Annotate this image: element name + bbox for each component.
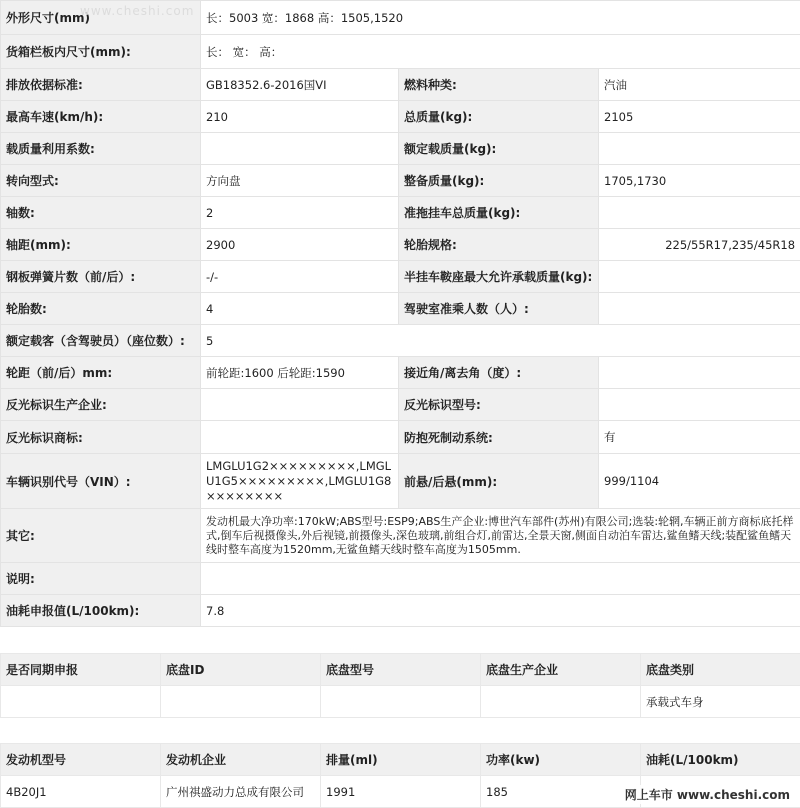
- engine-header-row: [1, 744, 800, 776]
- chassis-table: [0, 653, 800, 718]
- spec-value: [201, 563, 800, 595]
- spec-label: 额定载质量(kg):: [399, 133, 599, 165]
- chassis-header-row: [1, 654, 800, 686]
- spec-label: 总质量(kg):: [399, 101, 599, 133]
- spec-value: [599, 389, 800, 421]
- spec-row: [1, 101, 800, 133]
- spec-label: 驾驶室准乘人数（人）:: [399, 293, 599, 325]
- spec-value: [599, 133, 800, 165]
- spec-row: [1, 165, 800, 197]
- chassis-header: 是否同期申报: [1, 654, 161, 686]
- spec-value: 999/1104: [599, 454, 800, 509]
- chassis-header: 底盘类别: [641, 654, 800, 686]
- spec-value: [201, 389, 399, 421]
- spec-label: 防抱死制动系统:: [399, 421, 599, 454]
- engine-header: 排量(ml): [321, 744, 481, 776]
- spec-label: 载质量利用系数:: [1, 133, 201, 165]
- spec-row: [1, 421, 800, 454]
- engine-value: 广州祺盛动力总成有限公司: [161, 776, 321, 808]
- spec-label: 轴数:: [1, 197, 201, 229]
- spec-row: [1, 454, 800, 509]
- spec-label: 额定载客（含驾驶员）（座位数）:: [1, 325, 201, 357]
- chassis-header: 底盘型号: [321, 654, 481, 686]
- spec-label: 准拖挂车总质量(kg):: [399, 197, 599, 229]
- spec-row: [1, 133, 800, 165]
- engine-header: 发动机型号: [1, 744, 161, 776]
- chassis-value: [1, 686, 161, 718]
- spec-row: [1, 563, 800, 595]
- spec-row: [1, 293, 800, 325]
- spec-row: [1, 325, 800, 357]
- spec-label: 轮距（前/后）mm:: [1, 357, 201, 389]
- spec-label: 反光标识型号:: [399, 389, 599, 421]
- engine-value: 185: [481, 776, 641, 808]
- chassis-header: 底盘ID: [161, 654, 321, 686]
- spec-value: -/-: [201, 261, 399, 293]
- engine-header: 油耗(L/100km): [641, 744, 800, 776]
- spec-value: 长： 宽： 高：: [201, 35, 800, 69]
- spec-label: 反光标识生产企业:: [1, 389, 201, 421]
- spec-value: [201, 133, 399, 165]
- spec-value: [599, 261, 800, 293]
- spec-value: 前轮距:1600 后轮距:1590: [201, 357, 399, 389]
- spec-label: 轮胎数:: [1, 293, 201, 325]
- engine-value: 4B20J1: [1, 776, 161, 808]
- spec-row: [1, 357, 800, 389]
- spec-label: 车辆识别代号（VIN）:: [1, 454, 201, 509]
- spec-label: 前悬/后悬(mm):: [399, 454, 599, 509]
- spec-value: [201, 421, 399, 454]
- chassis-header: 底盘生产企业: [481, 654, 641, 686]
- engine-header: 功率(kw): [481, 744, 641, 776]
- chassis-value: [161, 686, 321, 718]
- spec-value: [599, 293, 800, 325]
- spec-row: [1, 389, 800, 421]
- spec-value: 1705,1730: [599, 165, 800, 197]
- spec-value: 4: [201, 293, 399, 325]
- spec-value: 210: [201, 101, 399, 133]
- spec-label: 轮胎规格:: [399, 229, 599, 261]
- spec-value: 5: [201, 325, 800, 357]
- spec-value: 2: [201, 197, 399, 229]
- spec-label: 其它:: [1, 509, 201, 563]
- spec-row: [1, 69, 800, 101]
- spec-row: [1, 35, 800, 69]
- spec-row: [1, 261, 800, 293]
- spec-value: [599, 197, 800, 229]
- spec-label: 燃料种类:: [399, 69, 599, 101]
- spec-label: 半挂车鞍座最大允许承载质量(kg):: [399, 261, 599, 293]
- spec-label: 说明:: [1, 563, 201, 595]
- spec-label: 整备质量(kg):: [399, 165, 599, 197]
- chassis-value-row: [1, 686, 800, 718]
- spec-value: 汽油: [599, 69, 800, 101]
- vin-value: LMGLU1G2×××××××××,LMGLU1G5×××××××××,LMGLU1G8××××××××: [201, 454, 399, 509]
- spec-label: 外形尺寸(mm): [1, 1, 201, 35]
- other-value: 发动机最大净功率:170kW;ABS型号:ESP9;ABS生产企业:博世汽车部件(苏州)有限公司;选装:轮辋,车辆正前方商标底托样式,倒车后视摄像头,外后视镜,前摄像头,深色玻璃,前组合灯,前雷达,全景天窗,侧面自动泊车雷达,鲨鱼鳍天线;装配鲨鱼鳍天线时整车高度为1520mm,无鲨鱼鳍天线时整车高度为1505mm.: [201, 509, 800, 563]
- spec-label: 最高车速(km/h):: [1, 101, 201, 133]
- spec-label: 排放依据标准:: [1, 69, 201, 101]
- spec-value: 2900: [201, 229, 399, 261]
- spec-value: 长：5003 宽：1868 高：1505,1520: [201, 1, 800, 35]
- spec-value: [599, 357, 800, 389]
- spec-label: 反光标识商标:: [1, 421, 201, 454]
- spec-row: [1, 229, 800, 261]
- spec-row: [1, 197, 800, 229]
- chassis-value: [481, 686, 641, 718]
- spec-value: GB18352.6-2016国VI: [201, 69, 399, 101]
- spec-label: 接近角/离去角（度）:: [399, 357, 599, 389]
- spec-row: [1, 595, 800, 627]
- spec-label: 轴距(mm):: [1, 229, 201, 261]
- watermark-bottom: 网上车市 www.cheshi.com: [621, 785, 794, 804]
- spec-label: 钢板弹簧片数（前/后）:: [1, 261, 201, 293]
- spec-label: 转向型式:: [1, 165, 201, 197]
- chassis-value: [321, 686, 481, 718]
- spec-value: 7.8: [201, 595, 800, 627]
- spec-value: 方向盘: [201, 165, 399, 197]
- engine-header: 发动机企业: [161, 744, 321, 776]
- spec-value: 225/55R17,235/45R18: [599, 229, 800, 261]
- spec-value: 有: [599, 421, 800, 454]
- watermark-top: www.cheshi.com: [80, 4, 195, 18]
- spec-label: 油耗申报值(L/100km):: [1, 595, 201, 627]
- engine-value: 1991: [321, 776, 481, 808]
- spec-value: 2105: [599, 101, 800, 133]
- spec-label: 货箱栏板内尺寸(mm):: [1, 35, 201, 69]
- spec-row: [1, 509, 800, 563]
- chassis-value: 承载式车身: [641, 686, 800, 718]
